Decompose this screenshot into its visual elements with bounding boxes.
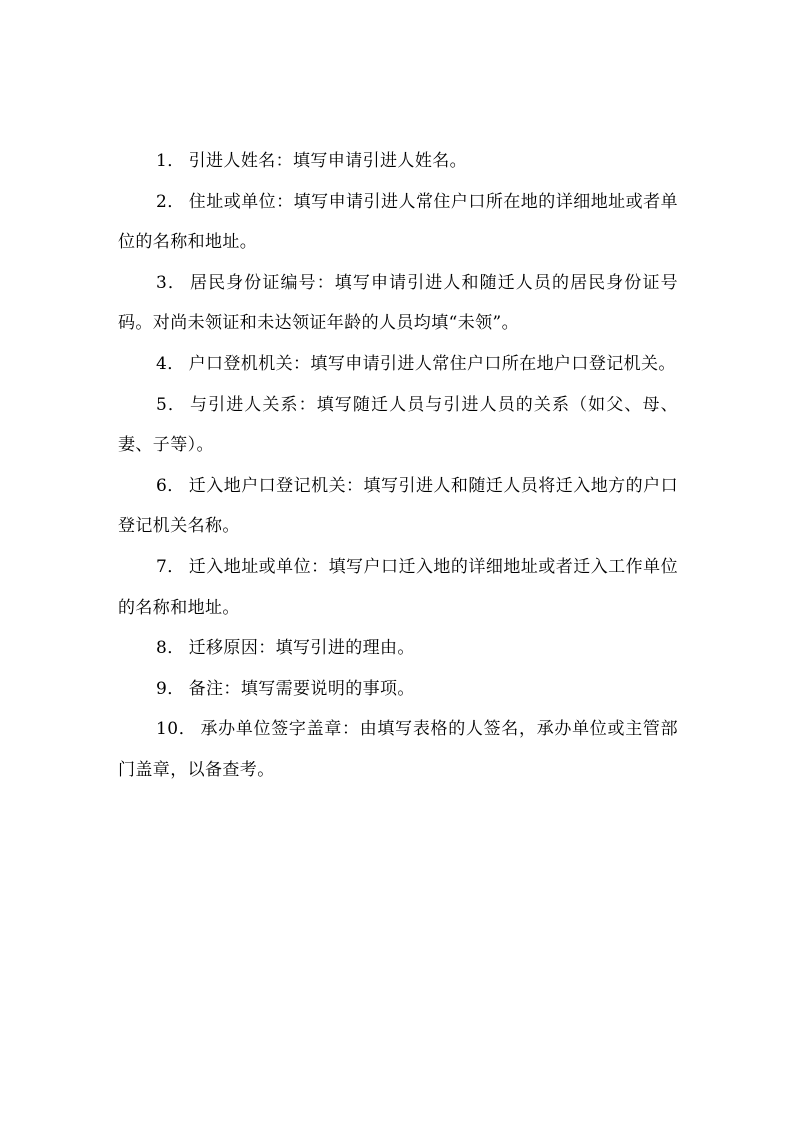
instruction-item-10	[118, 709, 678, 790]
item-text: 迁入地户口登记机关：填写引进人和随迁人员将迁入地方的户口登记机关名称。	[118, 475, 679, 537]
instruction-item-2	[118, 182, 678, 263]
item-text: 与引进人关系：填写随迁人员与引进人员的关系（如父、母、妻、子等）。	[118, 394, 678, 456]
item-number: 10．	[156, 719, 197, 740]
instruction-item-1	[118, 141, 678, 182]
instruction-item-8	[118, 628, 678, 669]
item-text: 引进人姓名：填写申请引进人姓名。	[188, 151, 468, 171]
item-text: 居民身份证编号：填写申请引进人和随迁人员的居民身份证号码。对尚未领证和未达领证年龄的人员均填“未领”。	[118, 272, 678, 334]
item-text: 迁移原因：填写引进的理由。	[188, 638, 415, 659]
instruction-item-5	[118, 385, 678, 466]
instruction-item-9	[118, 669, 678, 710]
item-number: 4．	[156, 353, 185, 374]
item-number: 9．	[156, 678, 185, 699]
item-text: 住址或单位：填写申请引进人常住户口所在地的详细地址或者单位的名称和地址。	[118, 191, 679, 253]
item-number: 5．	[156, 394, 187, 415]
instructions-list	[118, 141, 678, 791]
item-number: 1．	[156, 151, 185, 171]
instruction-item-7	[118, 547, 678, 628]
item-number: 3．	[156, 272, 187, 293]
instruction-item-3	[118, 263, 678, 344]
instruction-item-4	[118, 344, 678, 385]
item-number: 2．	[156, 191, 185, 212]
item-text: 迁入地址或单位：填写户口迁入地的详细地址或者迁入工作单位的名称和地址。	[118, 556, 679, 618]
item-text: 户口登机机关：填写申请引进人常住户口所在地户口登记机关。	[188, 353, 676, 374]
instruction-item-6	[118, 466, 678, 547]
item-text: 承办单位签字盖章：由填写表格的人签名，承办单位或主管部门盖章，以备查考。	[118, 719, 678, 780]
item-number: 8．	[156, 638, 185, 659]
item-number: 7．	[156, 556, 185, 577]
item-text: 备注：填写需要说明的事项。	[188, 678, 415, 699]
item-number: 6．	[156, 475, 185, 496]
